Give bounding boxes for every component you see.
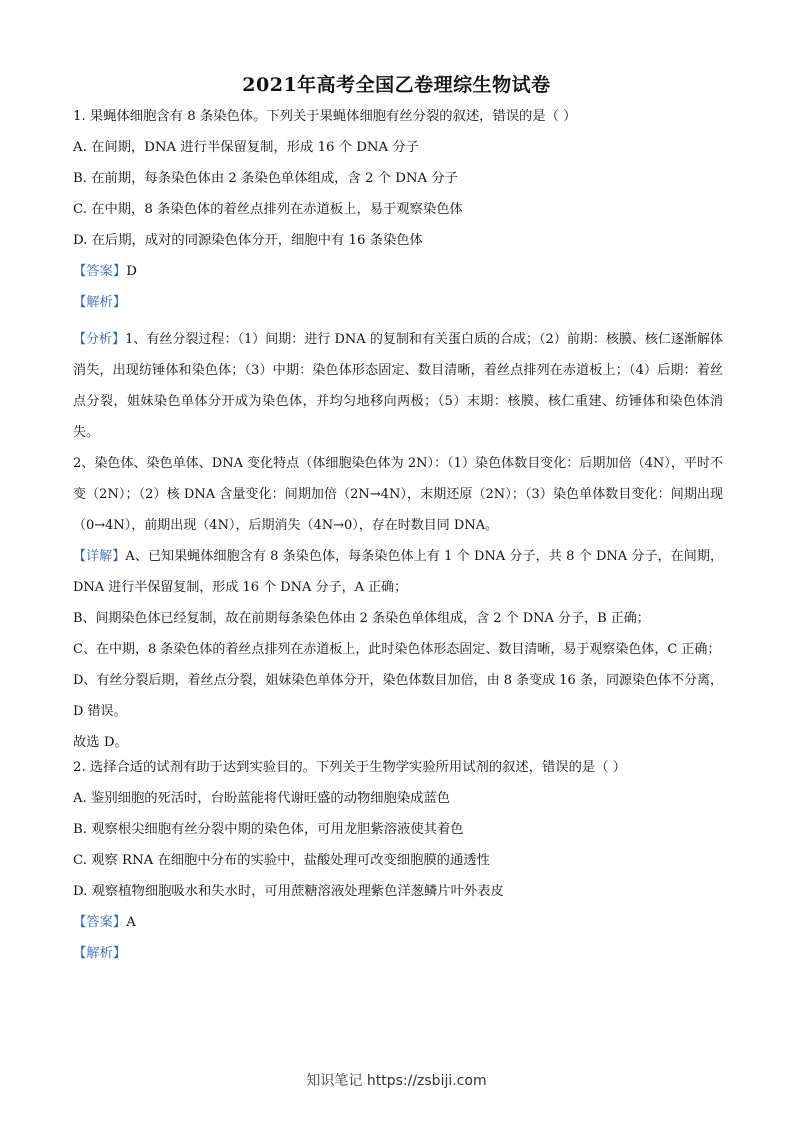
question-2-option-a: A. 鉴别细胞的死活时，台盼蓝能将代谢旺盛的动物细胞染成蓝色 — [73, 791, 451, 806]
page-title: 2021年高考全国乙卷理综生物试卷 — [242, 74, 551, 96]
question-1-option-d: D. 在后期，成对的同源染色体分开，细胞中有 16 条染色体 — [73, 233, 423, 248]
question-1-option-a: A. 在间期，DNA 进行半保留复制，形成 16 个 DNA 分子 — [73, 140, 419, 155]
question-2-analysis-heading — [73, 944, 723, 975]
footer-watermark: 知识笔记 https://zsbiji.com — [306, 1073, 487, 1089]
question-1-option-b: B. 在前期，每条染色体由 2 条染色单体组成，含 2 个 DNA 分子 — [73, 171, 458, 186]
question-2-option-d: D. 观察植物细胞吸水和失水时，可用蔗糖溶液处理紫色洋葱鳞片叶外表皮 — [73, 884, 504, 899]
question-1-stem: 1. 果蝇体细胞含有 8 条染色体。下列关于果蝇体细胞有丝分裂的叙述，错误的是（ ） — [73, 109, 577, 124]
question-2-answer — [73, 913, 723, 944]
analysis-tag: 【解析】 — [73, 946, 127, 961]
answer-value: D — [126, 264, 137, 279]
analysis-tag: 【解析】 — [73, 295, 127, 310]
question-1-fenxi-2: 2、染色体、染色单体、DNA 变化特点（体细胞染色体为 2N）：（1）染色体数目变化：后期加倍（4N），平时不变（2N）；（2）核 DNA 含量变化：间期加倍（2N→4N），末期还原（2N）；（3）染色单体数目变化：间期出现（0→4N），前期出现（4N），后期消失（4N→0），存在时数目同 DNA。 — [73, 456, 723, 533]
question-1-answer — [73, 262, 723, 293]
question-1-conclusion: 故选 D。 — [73, 735, 128, 750]
xiangjie-a-text: A、已知果蝇体细胞含有 8 条染色体，每条染色体上有 1 个 DNA 分子，共 8 个 DNA 分子，在间期，DNA 进行半保留复制，形成 16 个 DNA 分子，A 正确； — [73, 549, 723, 595]
question-2-option-b: B. 观察根尖细胞有丝分裂中期的染色体，可用龙胆紫溶液使其着色 — [73, 822, 464, 837]
question-1-fenxi-1 — [73, 324, 723, 448]
question-1-analysis-heading — [73, 293, 723, 324]
fenxi-1-text: 1、有丝分裂过程：（1）间期：进行 DNA 的复制和有关蛋白质的合成；（2）前期：核膜、核仁逐渐解体消失，出现纺锤体和染色体；（3）中期：染色体形态固定、数目清晰，着丝点排列在赤道板上；（4）后期：着丝点分裂，姐妹染色单体分开成为染色体，并均匀地移向两极；（5）末期：核膜、核仁重建、纺锤体和染色体消失。 — [73, 332, 723, 440]
question-2-option-c: C. 观察 RNA 在细胞中分布的实验中，盐酸处理可改变细胞膜的通透性 — [73, 853, 490, 868]
fenxi-tag: 【分析】 — [73, 332, 126, 347]
question-1-xiangjie-d: D、有丝分裂后期，着丝点分裂，姐妹染色单体分开，染色体数目加倍，由 8 条变成 16 条，同源染色体不分离，D 错误。 — [73, 673, 723, 719]
question-1-option-c: C. 在中期，8 条染色体的着丝点排列在赤道板上，易于观察染色体 — [73, 202, 463, 217]
question-1-xiangjie-a — [73, 541, 723, 603]
xiangjie-tag: 【详解】 — [73, 549, 126, 564]
answer-value: A — [126, 915, 136, 930]
answer-tag: 【答案】 — [73, 264, 127, 279]
answer-tag: 【答案】 — [73, 915, 127, 930]
question-1-xiangjie-b: B、间期染色体已经复制，故在前期每条染色体由 2 条染色单体组成，含 2 个 DNA 分子，B 正确； — [73, 611, 650, 626]
question-2-stem: 2. 选择合适的试剂有助于达到实验目的。下列关于生物学实验所用试剂的叙述，错误的是（ ） — [73, 760, 627, 775]
document-body — [73, 107, 723, 975]
question-1-xiangjie-c: C、在中期，8 条染色体的着丝点排列在赤道板上，此时染色体形态固定、数目清晰，易于观察染色体，C 正确； — [73, 642, 721, 657]
